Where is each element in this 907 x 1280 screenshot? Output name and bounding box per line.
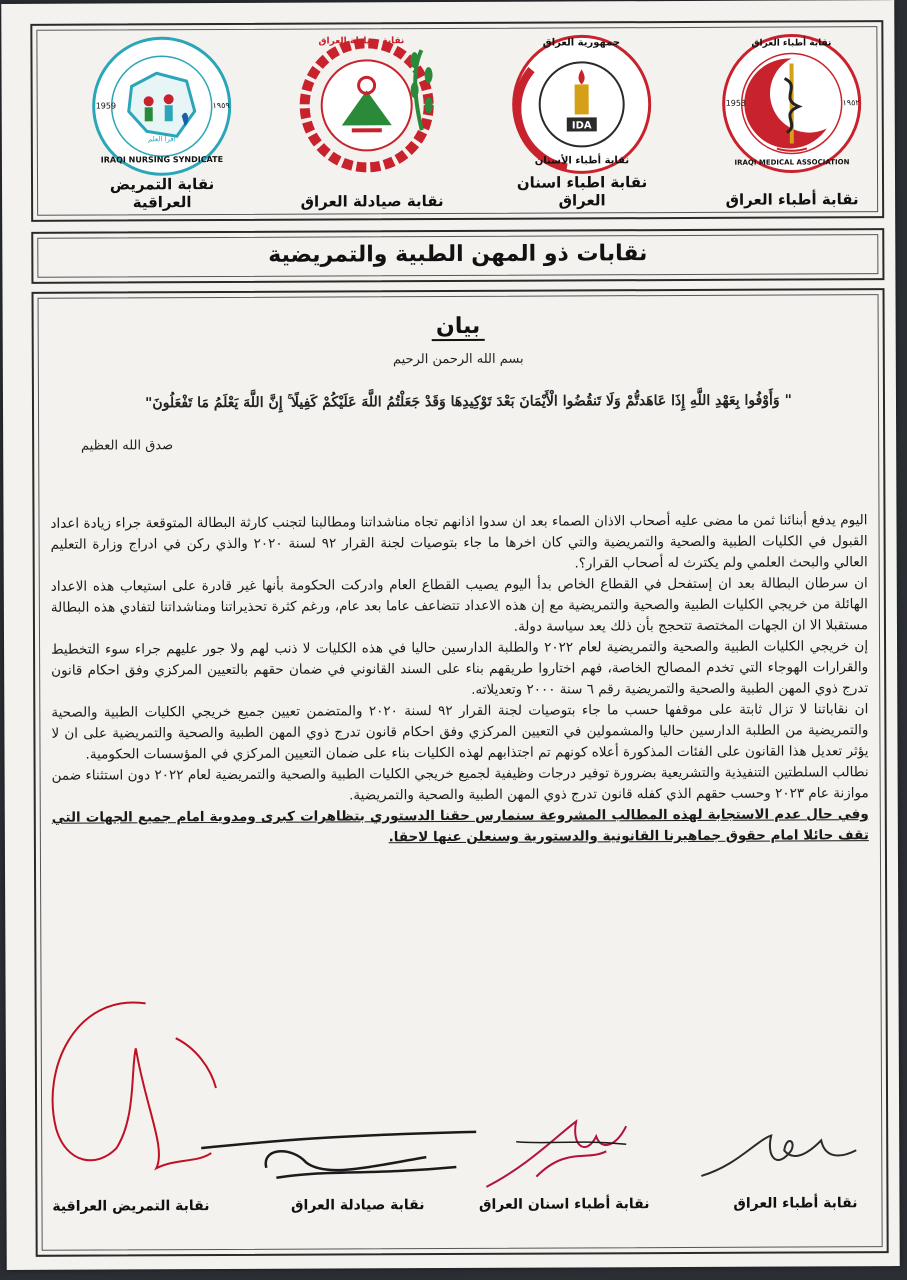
nursing-logo-motto: اقرأ العلم [147,135,176,144]
paragraph: ان نقاباتنا لا تزال ثابتة على موقفها حسب ما جاء بتوصيات لجنة القرار ٩٢ لسنة ٢٠٢٠ والمتضمن تعيين جميع خريجي الكليات الطبية والصحية والتمريضية من الطلبة الدارسين حاليا والمشمولين في التعيين المركزي وفق احكام قانون تدرج ذوي المهن الطبية والصحية والتمريضية على ان لا يؤثر تعديل هذا القانون على الفئات المذكورة أعلاه كونهم تم اجتذابهم لهذه الكليات بناء على ضمان التعيين المركزي في المؤسسات الحكومية. [51,701,869,763]
medical-signature [696,1120,866,1181]
medical-logo-ring-text: نقابة أطباء العراق [751,38,832,49]
paragraph: ان سرطان البطالة بعد ان إستفحل في القطاع الخاص بدأ اليوم يصيب القطاع العام وادركت الحكومة بأنها غير قادرة على استيعاب هذه الاعداد الهائلة من خريجي الكليات الطبية والصحية والتمريضية مع إن هذه الاعداد تتضاعف عاما بعد عام، ورغم كثرة تحذيراتنا ومناشداتنا لتفادي هذه البطالة مستقبلا الا ان الجهات المختصة تتحجج بأن ذلك يعد سياسة دولة. [50,575,868,635]
nursing-logo-year-left: 1959 [95,101,117,111]
banner-title: نقابات ذو المهن الطبية والتمريضية [268,241,648,268]
dental-association-logo [501,29,662,210]
sadaq-allah: صدق الله العظيم [80,438,174,454]
pharmacy-signature [196,1127,486,1188]
dental-badge-text: IDA [571,120,592,132]
statement-body [50,510,868,850]
statement-title-wrap [34,312,883,341]
signature-caption-pharmacy: نقابة صيادلة العراق [290,1197,425,1214]
pharmacy-logo-caption: نقابة صيادلة العراق [300,192,444,211]
statement-title: بيان [432,314,484,341]
banner-frame [31,228,884,284]
pharmacy-gear-emblem-icon [296,30,447,181]
signature-caption-medical: نقابة أطباء العراق [733,1195,858,1212]
signature-caption-dental: نقابة أطباء اسنان العراق [478,1196,650,1213]
medical-logo-ring-text-en: IRAQI MEDICAL ASSOCIATION [734,158,850,167]
dental-signature [476,1106,646,1197]
paragraph: اليوم يدفع أبنائنا ثمن ما مضى عليه أصحاب الاذان الصماء بعد ان سدوا اذانهم تجاه مناشداتنا ومطالبنا لتجنب كارثة البطالة المتوقعة جراء زيادة اعداد القبول في الكليات الطبية والصحية والتمريضية والتي كان اخرها ما جاء بتوصيات لجنة القرار ٩٢ لسنة ٢٠٢٠ والذي ركن في ادراج وزارة التعليم العالي والبحث العلمي ولم يكترث له أصحاب القرار؟. [50,512,868,572]
signature-caption-nursing: نقابة التمريض العراقية [52,1198,210,1215]
paragraph: إن خريجي الكليات الطبية والصحية والتمريضية لعام ٢٠٢٢ والطلبة الدارسين حاليا في هذه الكليات لا ذنب لهم ولا جور عليهم جراء سوء التخطيط والقرارات الهوجاء التي تخدم المصالح الخاصة، فهم اختاروا طريقهم بناء على السند القانوني في ضمان حقهم بالتعيين المركزي وفق احكام قانون تدرج ذوي المهن الطبية والصحية والتمريضية رقم ٦ سنة ٢٠٠٠ وتعديلاته. [51,638,869,698]
logos-frame [30,20,884,222]
medical-association-logo [711,28,872,209]
nursing-signature [36,988,237,1179]
medical-logo-year-right: ١٩٥٢ [842,98,860,108]
pharmacy-logo-ring-text: نقابة صيادلة العراق [318,36,405,47]
medical-logo-year-left: 1953 [725,98,747,108]
dental-logo-ring-text: جمهورية العراق [542,37,621,49]
medical-logo-caption: نقابة أطباء العراق [725,190,859,209]
dental-logo-bottom-text: نقابة أطباء الأسنان [534,155,630,167]
nursing-logo-year-right: ١٩٥٩ [212,100,230,111]
paragraph: نطالب السلطتين التنفيذية والتشريعية بضرورة توفير درجات وظيفية لجميع خريجي الكليات الطبية والصحية والتمريضية لعام ٢٠٢٢ دون استثناء ضمن موازنة عام ٢٠٢٣ وحسب حقهم الذي كفله قانون تدرج ذوي المهن الطبية والصحية والتمريضية. [51,764,869,804]
basmala: بسم الله الرحمن الرحيم [392,351,524,368]
dental-logo-caption: نقابة اطباء اسنان العراق [516,173,648,210]
pharmacists-logo [291,30,452,211]
nursing-syndicate-logo [81,31,242,212]
statement-page [1,0,900,1270]
nursing-logo-caption: نقابة التمريض العراقية [109,175,215,212]
warning-paragraph: وفي حال عدم الاستجابة لهذه المطالب المشروعة سنمارس حقنا الدستوري بتظاهرات كبرى ومدوية امام جميع الجهات التي تقف حائلا امام حقوق جماهيرنا القانونية والدستورية وسنعلن عنها لاحقا. [51,806,869,846]
quran-verse: " وَأَوْفُوا بِعَهْدِ اللَّهِ إِذَا عَاهَدتُّمْ وَلَا تَنقُضُوا الْأَيْمَانَ بَعْدَ تَوْكِيدِهَا وَقَدْ جَعَلْتُمُ اللَّهَ عَلَيْكُمْ كَفِيلًا ۚ إِنَّ اللَّهَ يَعْلَمُ مَا تَفْعَلُونَ" [145,392,792,412]
nursing-logo-ring-text: IRAQI NURSING SYNDICATE [100,154,224,165]
